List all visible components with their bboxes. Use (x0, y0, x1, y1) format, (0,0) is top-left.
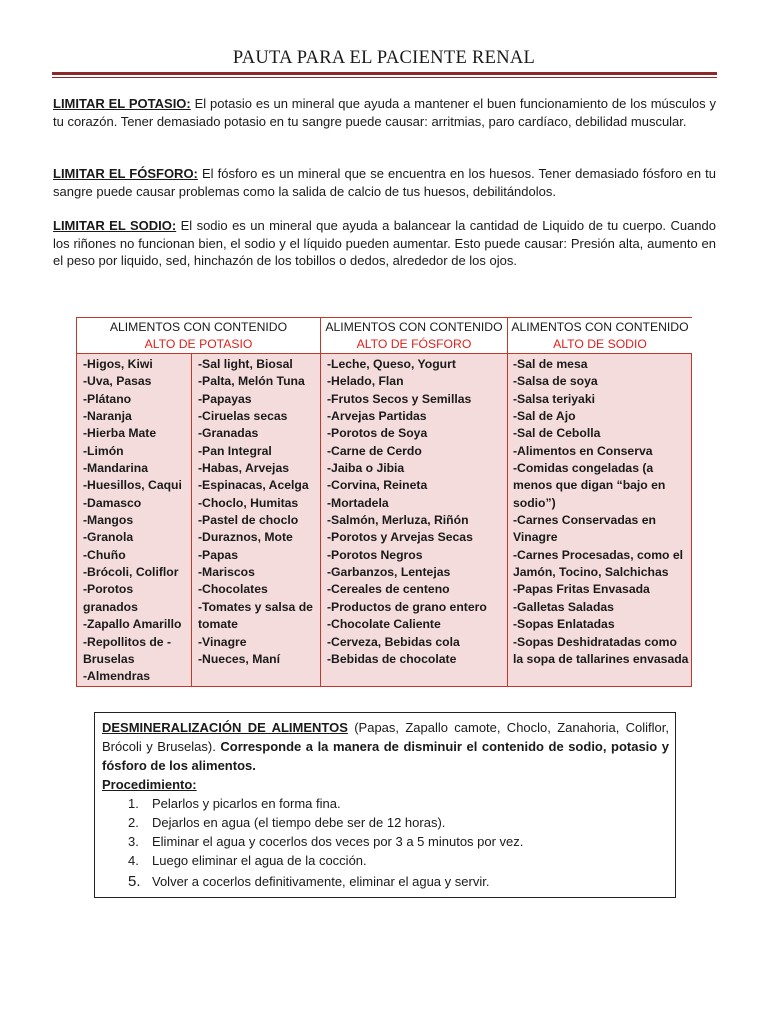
section-heading: LIMITAR EL SODIO: (53, 218, 177, 233)
food-item: -Sal de Ajo (513, 409, 576, 424)
food-item: -Limón (83, 443, 124, 458)
food-item: -Arvejas Partidas (327, 409, 427, 424)
food-item: -Galletas Saladas (513, 599, 614, 614)
food-item: -Papayas (198, 391, 252, 406)
food-item: -Brócoli, Coliflor (83, 565, 179, 580)
food-item: -Ciruelas secas (198, 409, 288, 424)
food-table (76, 317, 692, 687)
step-number: 5. (128, 873, 141, 890)
food-item: -Sopas Enlatadas (513, 617, 615, 632)
food-item: -Salsa de soya (513, 374, 598, 389)
procedure-step (128, 813, 669, 832)
food-item: -Productos de grano entero (327, 599, 487, 614)
food-item: -Mariscos (198, 565, 255, 580)
step-text: Luego eliminar el agua de la cocción. (152, 853, 367, 868)
header-line1: ALIMENTOS CON CONTENIDO (511, 320, 689, 334)
food-item: -Cereales de centeno (327, 582, 450, 597)
food-item: -Hierba Mate (83, 426, 157, 441)
food-item: -Plátano (83, 391, 132, 406)
food-item: -Habas, Arvejas (198, 461, 290, 476)
food-item: -Naranja (83, 409, 132, 424)
step-text: Pelarlos y picarlos en forma fina. (152, 796, 341, 811)
demineralization-heading: DESMINERALIZACIÓN DE ALIMENTOS (102, 720, 348, 735)
food-item: -Uva, Pasas (83, 374, 152, 389)
step-text: Volver a cocerlos definitivamente, eliminar el agua y servir. (152, 874, 490, 889)
food-item: -Choclo, Humitas (198, 495, 299, 510)
food-item: -Chocolate Caliente (327, 617, 441, 632)
food-item: -Carnes Procesadas, como el Jamón, Tocino, Salchichas (513, 547, 684, 580)
procedure-label: Procedimiento: (102, 777, 197, 792)
food-item: -Sal de Cebolla (513, 426, 601, 441)
table-subcolumn-divider (191, 354, 192, 686)
food-item: -Salmón, Merluza, Riñón (327, 513, 469, 528)
food-item: -Mandarina (83, 461, 149, 476)
section-sodio (53, 217, 716, 270)
title-divider (52, 72, 717, 75)
table-column-divider (507, 318, 508, 686)
header-line1: ALIMENTOS CON CONTENIDO (109, 320, 288, 334)
section-text: El fósforo es un mineral que se encuentra en los huesos. Tener demasiado fósforo en tu sangre puede causar problemas como la salida de calcio de tus huesos, debilitándolos. (53, 166, 717, 199)
step-number: 1. (128, 796, 139, 811)
food-item: -Alimentos en Conserva (513, 443, 653, 458)
food-item: -Corvina, Reineta (327, 478, 428, 493)
step-text: Dejarlos en agua (el tiempo debe ser de 12 horas). (152, 815, 446, 830)
food-item: -Higos, Kiwi (83, 357, 153, 371)
food-item: -Frutos Secos y Semillas (327, 391, 472, 406)
section-text: El potasio es un mineral que ayuda a mantener el buen funcionamiento de los músculos y tu corazón. Tener demasiado potasio en tu sangre puede causar: arritmias, paro cardíaco, debilidad muscular. (53, 96, 716, 129)
food-item: -Espinacas, Acelga (198, 478, 309, 493)
food-item: -Helado, Flan (327, 374, 404, 389)
food-item: -Chuño (83, 547, 126, 562)
food-item: -Porotos de Soya (327, 426, 428, 441)
step-number: 2. (128, 815, 139, 830)
food-item: -Repollitos de - Bruselas (83, 634, 172, 666)
food-item: -Jaiba o Jibia (327, 461, 405, 476)
page-title: PAUTA PARA EL PACIENTE RENAL (232, 48, 536, 68)
procedure-steps (102, 794, 669, 891)
header-line1: ALIMENTOS CON CONTENIDO (325, 320, 503, 334)
section-heading: LIMITAR EL FÓSFORO: (53, 166, 198, 181)
food-item: -Papas Fritas Envasada (513, 582, 650, 597)
food-item: -Bebidas de chocolate (327, 651, 457, 666)
section-fosforo (53, 165, 716, 200)
header-potasio (77, 318, 320, 353)
demineralization-description: Corresponde a la manera de disminuir el contenido de sodio, potasio y fósforo de los alimentos. (102, 739, 670, 773)
food-item: -Chocolates (198, 582, 268, 597)
food-item: -Sal light, Biosal (198, 357, 293, 371)
food-item: -Salsa teriyaki (513, 391, 595, 406)
food-item: -Sopas Deshidratadas como la sopa de tallarines envasada (513, 634, 689, 666)
food-item: -Sal de mesa (513, 357, 588, 371)
food-item: -Papas (198, 547, 238, 562)
demineralization-foods: (Papas, Zapallo camote, Choclo, Zanahoria, Coliflor, Brócoli y Bruselas). (102, 720, 669, 754)
food-item: -Pan Integral (198, 443, 272, 458)
step-number: 4. (128, 853, 139, 868)
table-column-divider (320, 318, 321, 686)
food-item: -Porotos y Arvejas Secas (327, 530, 473, 545)
demineralization-box (94, 712, 676, 898)
list-fosforo (327, 356, 505, 668)
food-item: -Granadas (198, 426, 259, 441)
step-text: Eliminar el agua y cocerlos dos veces por 3 a 5 minutos por vez. (152, 834, 524, 849)
header-sodio (508, 318, 692, 353)
food-item: -Duraznos, Mote (198, 530, 293, 545)
food-item: -Mortadela (327, 495, 389, 510)
food-item: -Zapallo Amarillo (83, 617, 182, 632)
food-item: -Porotos granados (83, 582, 138, 614)
food-item: -Palta, Melón Tuna (198, 374, 305, 389)
food-item: -Porotos Negros (327, 547, 423, 562)
food-item: -Tomates y salsa de tomate (198, 599, 313, 632)
section-heading: LIMITAR EL POTASIO: (53, 96, 191, 111)
food-item: -Leche, Queso, Yogurt (327, 357, 456, 371)
demineralization-intro (102, 718, 669, 775)
section-potasio (53, 95, 716, 130)
list-potasio-1 (83, 356, 189, 686)
food-item: -Huesillos, Caqui (83, 478, 182, 493)
section-text: El sodio es un mineral que ayuda a balancear la cantidad de Liquido de tu cuerpo. Cuando los riñones no funcionan bien, el sodio y el líquido pueden aumentar. Esto puede causar: Presión alta, aumento en el peso por liquido, sed, hinchazón de los tobillos o dedos, alrededor de los ojos. (53, 218, 716, 269)
food-item: -Damasco (83, 495, 142, 510)
header-line2: ALTO DE SODIO (553, 336, 647, 351)
procedure-step (128, 851, 669, 870)
list-sodio (513, 356, 689, 668)
procedure-step (128, 794, 669, 813)
table-header-divider (77, 353, 691, 354)
food-item: -Garbanzos, Lentejas (327, 565, 451, 580)
food-item: -Granola (83, 530, 134, 545)
food-item: -Cerveza, Bebidas cola (327, 634, 460, 649)
step-number: 3. (128, 834, 139, 849)
procedure-step (128, 832, 669, 851)
food-item: -Carnes Conservadas en Vinagre (513, 513, 656, 545)
food-item: -Nueces, Maní (198, 651, 280, 666)
food-item: -Almendras (83, 669, 151, 684)
header-line2: ALTO DE POTASIO (144, 336, 253, 351)
food-item: -Comidas congeladas (a menos que digan “bajo en sodio”) (513, 461, 666, 510)
food-item: -Mangos (83, 513, 134, 528)
title-divider-thin (52, 77, 717, 78)
header-fosforo (321, 318, 507, 353)
food-item: -Carne de Cerdo (327, 443, 422, 458)
food-item: -Vinagre (198, 634, 247, 649)
procedure-step (128, 872, 669, 891)
header-line2: ALTO DE FÓSFORO (356, 336, 472, 351)
list-potasio-2 (198, 356, 316, 668)
food-item: -Pastel de choclo (198, 513, 299, 528)
